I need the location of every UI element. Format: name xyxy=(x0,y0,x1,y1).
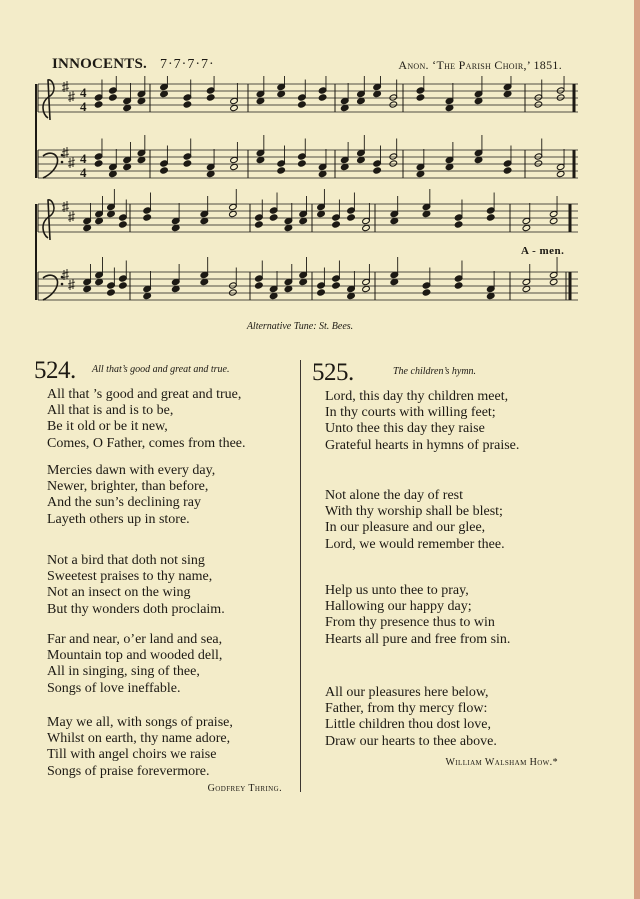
note-head xyxy=(503,167,511,174)
time-signature: 4 xyxy=(80,151,87,166)
stanza xyxy=(47,715,233,780)
note-head xyxy=(256,156,264,163)
note-head xyxy=(160,90,168,97)
note-head xyxy=(277,90,285,97)
stanza-line: May we all, with songs of praise, xyxy=(47,715,233,730)
amen-label: A - men. xyxy=(521,245,565,257)
hymn-author: Godfrey Thring. xyxy=(207,783,282,794)
note-head xyxy=(422,210,430,217)
stanza-line: Newer, brighter, than before, xyxy=(47,479,209,495)
note-head xyxy=(95,217,103,224)
note-head xyxy=(357,156,365,163)
note-head xyxy=(109,170,117,177)
note-head xyxy=(107,210,115,217)
note-head xyxy=(340,104,348,111)
note-head xyxy=(474,156,482,163)
stanza-line: With thy worship shall be blest; xyxy=(325,504,503,520)
note-head xyxy=(454,282,462,289)
stanza-line: All that is and is to be, xyxy=(47,403,174,419)
note-head xyxy=(390,278,398,285)
note-head xyxy=(83,285,91,292)
note-head xyxy=(389,101,397,108)
time-signature: 4 xyxy=(80,165,87,180)
stanza-line: Grateful hearts in hymns of praise. xyxy=(325,437,520,453)
note-head xyxy=(556,94,564,101)
note-head xyxy=(277,167,285,174)
hymn-author: William Walsham How.* xyxy=(445,757,558,768)
note-head xyxy=(206,170,214,177)
hymn-number: 524. xyxy=(34,357,76,384)
stanza xyxy=(325,488,505,553)
note-head xyxy=(534,101,542,108)
stanza-line: All that ’s good and great and true, xyxy=(47,387,242,402)
note-head xyxy=(486,292,494,299)
note-head xyxy=(357,97,365,104)
note-head xyxy=(119,221,127,228)
note-head xyxy=(143,292,151,299)
stanza xyxy=(47,387,246,452)
note-head xyxy=(340,163,348,170)
stanza-line: Songs of praise forevermore. xyxy=(47,763,210,779)
stanza-line: Father, from thy mercy flow: xyxy=(325,701,488,717)
note-head xyxy=(299,217,307,224)
note-head xyxy=(94,160,102,167)
stanza xyxy=(47,463,215,528)
note-head xyxy=(390,217,398,224)
stanza xyxy=(325,583,510,648)
stanza-line: Lord, we would remember thee. xyxy=(325,536,505,552)
alternative-tune: Alternative Tune: St. Bees. xyxy=(246,321,354,332)
stanza-line: But thy wonders doth proclaim. xyxy=(47,601,225,617)
note-head xyxy=(160,167,168,174)
bass-clef-dot xyxy=(61,283,64,286)
note-head xyxy=(109,94,117,101)
stanza-line: In our pleasure and our glee, xyxy=(325,520,486,536)
treble-clef-icon xyxy=(43,80,54,120)
note-head xyxy=(123,104,131,111)
bass-clef-dot xyxy=(61,161,64,164)
note-head xyxy=(556,170,564,177)
note-head xyxy=(298,101,306,108)
time-signature: 4 xyxy=(80,99,87,114)
note-head xyxy=(230,104,238,111)
stanza-line: Mercies dawn with every day, xyxy=(47,463,216,478)
note-head xyxy=(255,282,263,289)
note-head xyxy=(362,224,370,231)
note-head xyxy=(83,224,91,231)
note-head xyxy=(229,210,237,217)
note-head xyxy=(269,292,277,299)
stanza-line: Help us unto thee to pray, xyxy=(325,583,469,598)
stanza xyxy=(325,389,519,454)
sharp-icon xyxy=(68,211,75,222)
stanza-line: Whilst on earth, thy name adore, xyxy=(47,731,231,747)
note-head xyxy=(200,278,208,285)
note-head xyxy=(332,282,340,289)
column-divider xyxy=(300,360,301,792)
note-head xyxy=(137,156,145,163)
stanza xyxy=(325,685,497,750)
note-head xyxy=(206,94,214,101)
note-head xyxy=(332,221,340,228)
note-head xyxy=(123,163,131,170)
note-head xyxy=(534,160,542,167)
stanza-line: Sweetest praises to thy name, xyxy=(47,569,213,585)
stanza xyxy=(47,553,225,618)
hymn-subtitle: The children’s hymn. xyxy=(393,366,477,377)
note-head xyxy=(454,221,462,228)
note-head xyxy=(269,214,277,221)
stanza-line: In thy courts with willing feet; xyxy=(325,405,496,421)
stanza-line: All in singing, sing of thee, xyxy=(47,664,200,680)
note-head xyxy=(549,217,557,224)
hymn-number: 525. xyxy=(312,359,354,386)
stanza-line: Not a bird that doth not sing xyxy=(47,553,205,568)
note-head xyxy=(119,282,127,289)
note-head xyxy=(298,160,306,167)
note-head xyxy=(255,221,263,228)
note-head xyxy=(318,170,326,177)
note-head xyxy=(486,214,494,221)
stanza-line: Lord, this day thy children meet, xyxy=(325,389,509,404)
note-head xyxy=(229,289,237,296)
note-head xyxy=(318,94,326,101)
stanza-line: Layeth others up in store. xyxy=(47,511,190,527)
sharp-icon xyxy=(62,269,69,280)
time-signature: 4 xyxy=(80,85,87,100)
note-head xyxy=(317,210,325,217)
stanza-line: Little children thou dost love, xyxy=(325,717,492,733)
stanza-line: Hallowing our happy day; xyxy=(325,599,472,615)
note-head xyxy=(347,292,355,299)
stanza-line: Unto thee this day they raise xyxy=(325,421,485,437)
tune-header xyxy=(52,56,562,76)
stanza xyxy=(47,632,222,697)
stanza-line: Comes, O Father, comes from thee. xyxy=(47,435,246,451)
note-head xyxy=(171,285,179,292)
note-head xyxy=(422,289,430,296)
sharp-icon xyxy=(62,81,69,92)
stanza-line: Songs of love ineffable. xyxy=(47,680,181,696)
sharp-icon xyxy=(68,91,75,102)
note-head xyxy=(183,101,191,108)
note-head xyxy=(549,278,557,285)
sharp-icon xyxy=(68,157,75,168)
stanza-line: Hearts all pure and free from sin. xyxy=(325,631,511,647)
sharp-icon xyxy=(62,147,69,158)
note-head xyxy=(522,224,530,231)
note-head xyxy=(94,101,102,108)
note-head xyxy=(503,90,511,97)
note-head xyxy=(416,170,424,177)
note-head xyxy=(522,285,530,292)
note-head xyxy=(230,163,238,170)
tune-source: Anon. ‘The Parish Choir,’ 1851. xyxy=(398,58,562,72)
note-head xyxy=(362,285,370,292)
stanza-line: Not alone the day of rest xyxy=(325,488,464,503)
note-head xyxy=(389,160,397,167)
note-head xyxy=(474,97,482,104)
stanza-line: Draw our hearts to thee above. xyxy=(325,733,497,749)
note-head xyxy=(299,278,307,285)
hymn-subtitle: All that’s good and great and true. xyxy=(92,364,230,375)
note-head xyxy=(107,289,115,296)
sharp-icon xyxy=(62,201,69,212)
sharp-icon xyxy=(68,279,75,290)
note-head xyxy=(137,97,145,104)
note-head xyxy=(200,217,208,224)
note-head xyxy=(373,90,381,97)
note-head xyxy=(445,104,453,111)
page-edge xyxy=(634,0,640,899)
stanza-line: Far and near, o’er land and sea, xyxy=(47,632,223,647)
tune-name: INNOCENTS. xyxy=(52,56,147,72)
note-head xyxy=(95,278,103,285)
stanza-line: All our pleasures here below, xyxy=(325,685,489,700)
note-head xyxy=(256,97,264,104)
stanza-line: Till with angel choirs we raise xyxy=(47,747,217,763)
note-head xyxy=(416,94,424,101)
note-head xyxy=(143,214,151,221)
stanza-line: Mountain top and wooded dell, xyxy=(47,648,223,664)
note-head xyxy=(284,285,292,292)
music-score xyxy=(0,76,600,311)
treble-clef-icon xyxy=(43,200,54,240)
stanza-line: And the sun’s declining ray xyxy=(47,495,201,511)
note-head xyxy=(373,167,381,174)
note-head xyxy=(183,160,191,167)
note-head xyxy=(445,163,453,170)
stanza-line: From thy presence thus to win xyxy=(325,615,495,631)
note-head xyxy=(317,289,325,296)
note-head xyxy=(284,224,292,231)
note-head xyxy=(347,214,355,221)
stanza-line: Be it old or be it new, xyxy=(47,419,168,435)
tune-meter: 7·7·7·7· xyxy=(160,57,215,72)
note-head xyxy=(171,224,179,231)
stanza-line: Not an insect on the wing xyxy=(47,585,191,601)
